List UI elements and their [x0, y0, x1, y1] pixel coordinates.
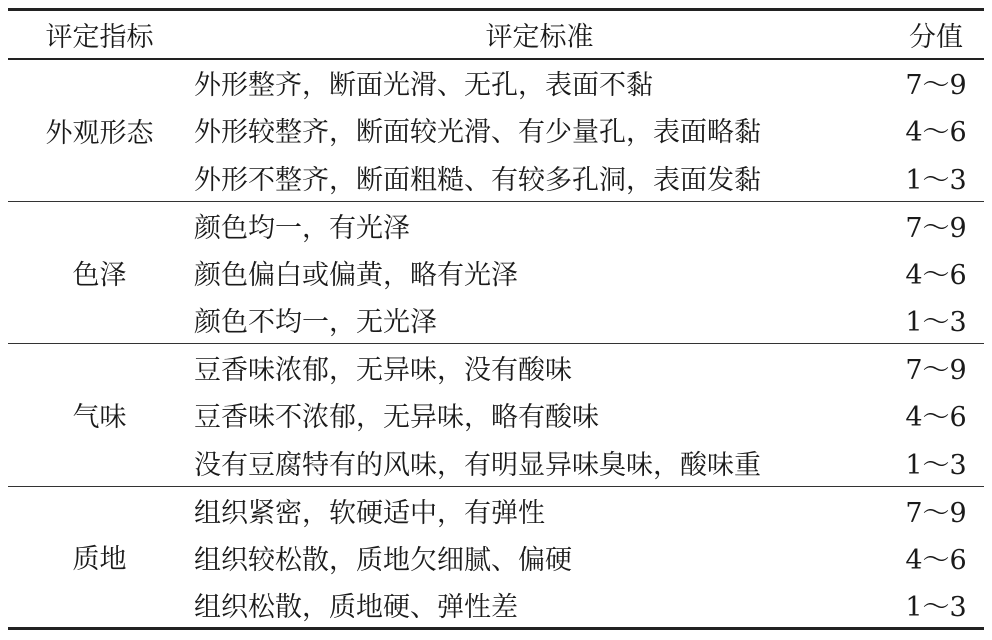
score-cell: 1～3	[888, 296, 984, 344]
indicator-cell: 气味	[8, 344, 191, 487]
criteria-cell: 外形较整齐，断面较光滑、有少量孔，表面略黏	[194, 117, 761, 149]
table-row	[8, 59, 984, 107]
criteria-cell: 颜色偏白或偏黄，略有光泽	[194, 259, 518, 291]
score-cell: 4～6	[905, 544, 967, 576]
score-cell: 7～9	[905, 355, 967, 386]
criteria-cell: 外形整齐，断面光滑、无孔，表面不黏	[194, 70, 653, 102]
header-row	[8, 10, 984, 59]
score-cell: 1～3	[888, 581, 984, 629]
score-cell: 4～6	[905, 402, 967, 434]
score-cell: 7～9	[905, 497, 967, 529]
criteria-cell: 颜色不均一，无光泽	[191, 296, 888, 344]
score-cell: 7～9	[905, 212, 967, 244]
score-cell: 4～6	[905, 117, 967, 149]
header-criteria: 评定标准	[191, 10, 888, 59]
table-row	[8, 344, 984, 392]
header-indicator: 评定指标	[8, 10, 191, 59]
criteria-cell: 豆香味浓郁，无异味，没有酸味	[194, 355, 572, 386]
score-cell: 7～9	[905, 70, 967, 102]
table-row	[8, 486, 984, 534]
criteria-cell: 没有豆腐特有的风味，有明显异味臭味，酸味重	[191, 439, 888, 487]
score-cell: 1～3	[888, 154, 984, 202]
header-score: 分值	[888, 10, 984, 59]
indicator-cell: 色泽	[8, 201, 191, 344]
criteria-cell: 组织较松散，质地欠细腻、偏硬	[194, 544, 572, 576]
criteria-cell: 外形不整齐，断面粗糙、有较多孔洞，表面发黏	[191, 154, 888, 202]
criteria-cell: 组织紧密，软硬适中，有弹性	[194, 497, 545, 529]
indicator-cell: 外观形态	[8, 59, 191, 202]
score-cell: 4～6	[905, 259, 967, 291]
score-cell: 1～3	[888, 439, 984, 487]
table-header	[8, 10, 984, 59]
table-row	[8, 201, 984, 249]
criteria-cell: 组织松散，质地硬、弹性差	[191, 581, 888, 629]
criteria-cell: 豆香味不浓郁，无异味，略有酸味	[194, 402, 599, 434]
criteria-cell: 颜色均一，有光泽	[194, 212, 410, 244]
sensory-evaluation-table	[8, 8, 984, 630]
indicator-cell: 质地	[8, 486, 191, 629]
table-body	[8, 59, 984, 629]
